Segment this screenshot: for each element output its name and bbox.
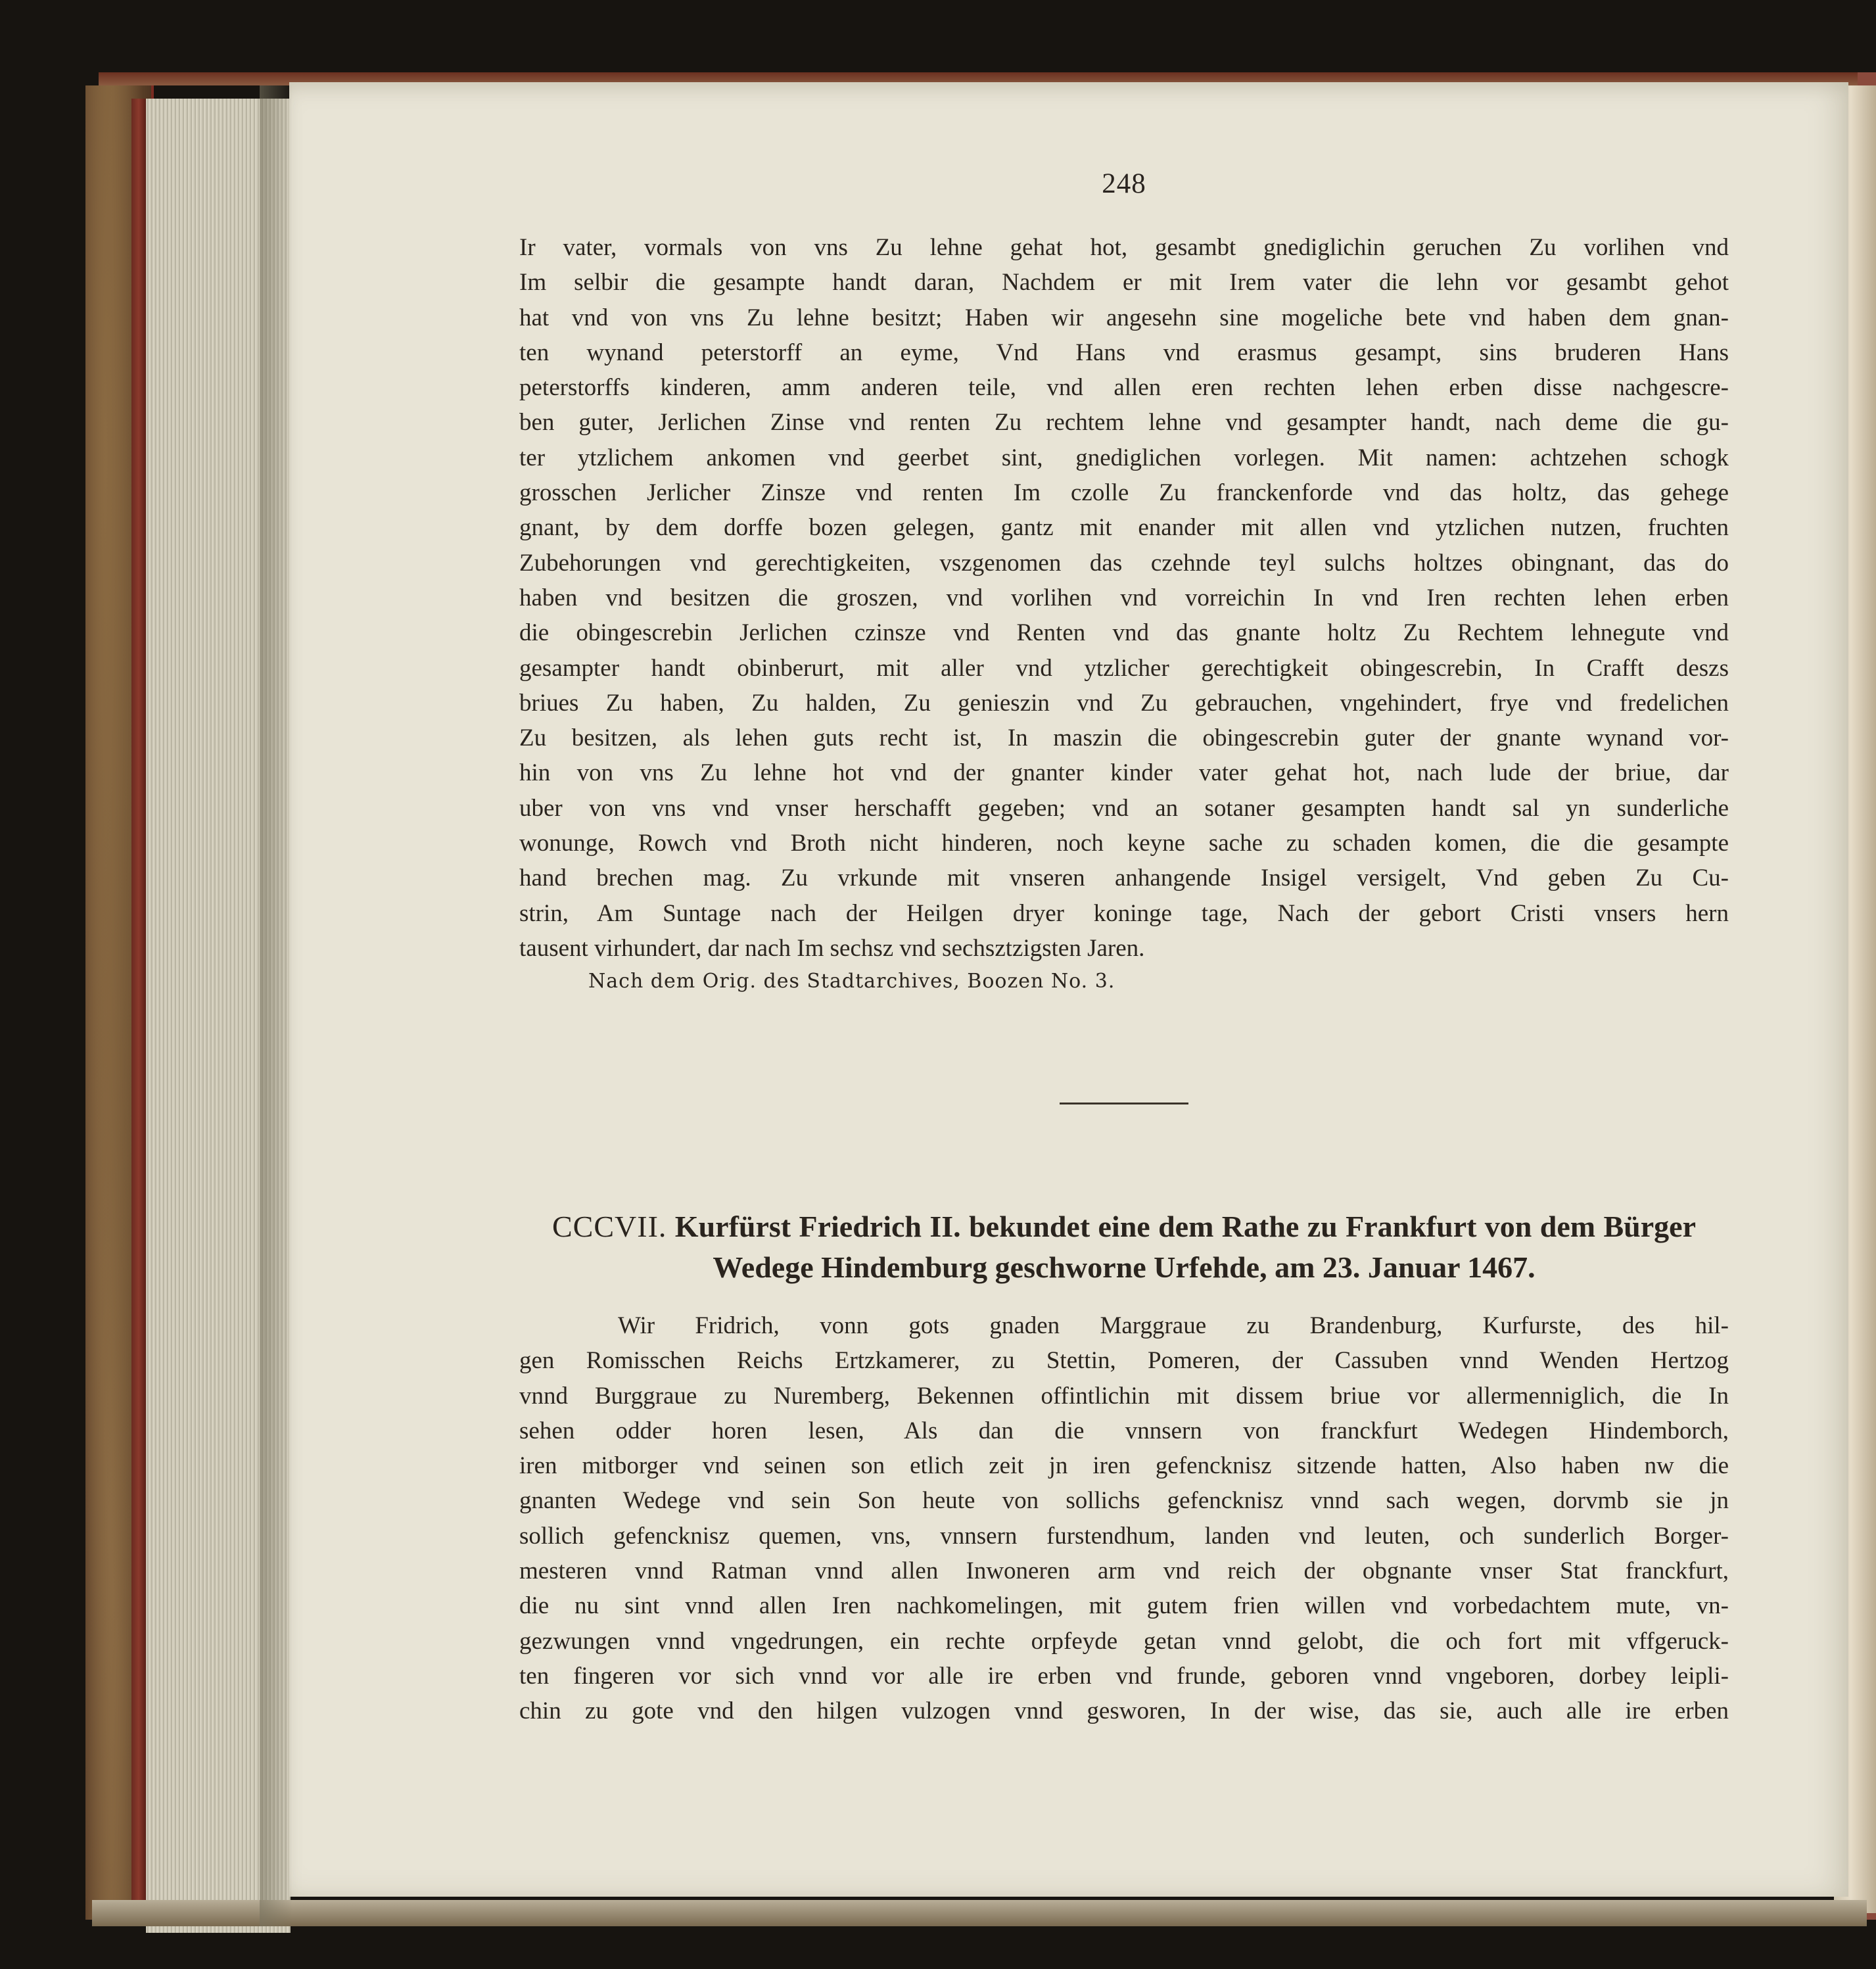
text-line: die nu sint vnnd allen Iren nachkomelingen, mit gutem frien willen vnd vorbedachtem mute, vn-: [519, 1592, 1729, 1620]
text-line: briues Zu haben, Zu halden, Zu genieszin vnd Zu gebrauchen, vngehindert, frye vnd fredelichen: [519, 689, 1729, 717]
heading-line-1: [552, 1206, 1696, 1247]
text-line: gesampter handt obinberurt, mit aller vnd ytzlicher gerechtigkeit obingescrebin, In Crafft deszs: [519, 654, 1729, 682]
document-heading: [552, 1206, 1696, 1288]
text-line: hin von vns Zu lehne hot vnd der gnanter kinder vater gehat hot, nach lude der briue, dar: [519, 759, 1729, 787]
text-line: strin, Am Suntage nach der Heilgen dryer koninge tage, Nach der gebort Cristi vnsers hern: [519, 899, 1729, 927]
text-line: Wir Fridrich, vonn gots gnaden Marggraue zu Brandenburg, Kurfurste, des hil-: [618, 1312, 1729, 1339]
document-number: CCCVII.: [552, 1210, 667, 1243]
text-line: Zu besitzen, als lehen guts recht ist, In maszin die obingescrebin guter der gnante wynand vor-: [519, 724, 1729, 752]
text-line: gezwungen vnnd vngedrungen, ein rechte orpfeyde getan vnnd gelobt, die och fort mit vffgeruck-: [519, 1627, 1729, 1655]
text-line: gnant, by dem dorffe bozen gelegen, gantz mit enander mit allen vnd ytzlichen nutzen, fruchten: [519, 514, 1729, 542]
text-line: Ir vater, vormals von vns Zu lehne gehat hot, gesambt gnediglichin geruchen Zu vorlihen vnd: [519, 234, 1729, 261]
text-line: ter ytzlichem ankomen vnd geerbet sint, gnediglichen vorlegen. Mit namen: achtzehen schogk: [519, 444, 1729, 471]
text-line: grosschen Jerlicher Zinsze vnd renten Im czolle Zu franckenforde vnd das holtz, das gehege: [519, 479, 1729, 507]
text-line: vnnd Burggraue zu Nuremberg, Bekennen offintlichin mit dissem briue vor allermenniglich, die In: [519, 1382, 1729, 1410]
page-number: 248: [1102, 168, 1146, 199]
text-line: Im selbir die gesampte handt daran, Nachdem er mit Irem vater die lehn vor gesambt gehot: [519, 269, 1729, 297]
text-line: iren mitborger vnd seinen son etlich zeit jn iren gefencknisz sitzende hatten, Also haben nw die: [519, 1452, 1729, 1480]
text-line: die obingescrebin Jerlichen czinsze vnd Renten vnd das gnante holtz Zu Rechtem lehnegute vnd: [519, 619, 1729, 647]
text-line: hand brechen mag. Zu vrkunde mit vnseren anhangende Insigel versigelt, Vnd geben Zu Cu-: [519, 865, 1729, 892]
charter-text-continued: [519, 230, 1729, 966]
heading-line-2: Wedege Hindemburg geschworne Urfehde, am 23. Januar 1467.: [713, 1250, 1536, 1284]
text-line: sehen odder horen lesen, Als dan die vnnsern von franckfurt Wedegen Hindemborch,: [519, 1417, 1729, 1444]
text-line: chin zu gote vnd den hilgen vulzogen vnnd gesworen, In der wise, das sie, auch alle ire erben: [519, 1697, 1729, 1725]
source-citation: Nach dem Orig. des Stadtarchives, Boozen No. 3.: [588, 970, 1115, 993]
gutter-shadow: [260, 85, 293, 1926]
text-line: wonunge, Rowch vnd Broth nicht hinderen, noch keyne sache zu schaden komen, die die gesampte: [519, 830, 1729, 857]
book-spine: [131, 99, 146, 1926]
text-line: hat vnd von vns Zu lehne besitzt; Haben wir angesehn sine mogeliche bete vnd haben dem gnan-: [519, 304, 1729, 331]
text-line: tausent virhundert, dar nach Im sechsz vnd sechsztzigsten Jaren.: [519, 934, 1145, 962]
text-line: gnanten Wedege vnd sein Son heute von sollichs gefencknisz vnnd sach wegen, dorvmb sie jn: [519, 1487, 1729, 1515]
text-line: ten wynand peterstorff an eyme, Vnd Hans vnd erasmus gesampt, sins bruderen Hans: [519, 339, 1729, 366]
charter-text-new: [519, 1308, 1729, 1729]
text-line: ten fingeren vor sich vnnd vor alle ire erben vnd frunde, geboren vnnd vngeboren, dorbey leipli-: [519, 1662, 1729, 1690]
text-line: uber von vns vnd vnser herschafft gegeben; vnd an sotaner gesampten handt sal yn sunderliche: [519, 794, 1729, 822]
text-line: mesteren vnnd Ratman vnnd allen Inwoneren arm vnd reich der obgnante vnser Stat franckfurt,: [519, 1557, 1729, 1585]
section-divider: [1060, 1103, 1188, 1104]
text-line: Zubehorungen vnd gerechtigkeiten, vszgenomen das czehnde teyl sulchs holtzes obingnant, das do: [519, 549, 1729, 577]
heading-title-part-1: Kurfürst Friedrich II. bekundet eine dem Rathe zu Frankfurt von dem Bürger: [674, 1210, 1696, 1243]
text-line: ben guter, Jerlichen Zinse vnd renten Zu rechtem lehne vnd gesampter handt, nach deme die gu-: [519, 409, 1729, 437]
text-line: sollich gefencknisz quemen, vns, vnnsern furstendhum, landen vnd leuten, och sunderlich Borger-: [519, 1522, 1729, 1550]
text-line: gen Romisschen Reichs Ertzkamerer, zu Stettin, Pomeren, der Cassuben vnnd Wenden Hertzog: [519, 1347, 1729, 1375]
book-bottom-edge: [92, 1900, 1867, 1926]
text-line: haben vnd besitzen die groszen, vnd vorlihen vnd vorreichin In vnd Iren rechten lehen erben: [519, 584, 1729, 611]
text-line: peterstorffs kinderen, amm anderen teile, vnd allen eren rechten lehen erben disse nachgescre-: [519, 374, 1729, 402]
